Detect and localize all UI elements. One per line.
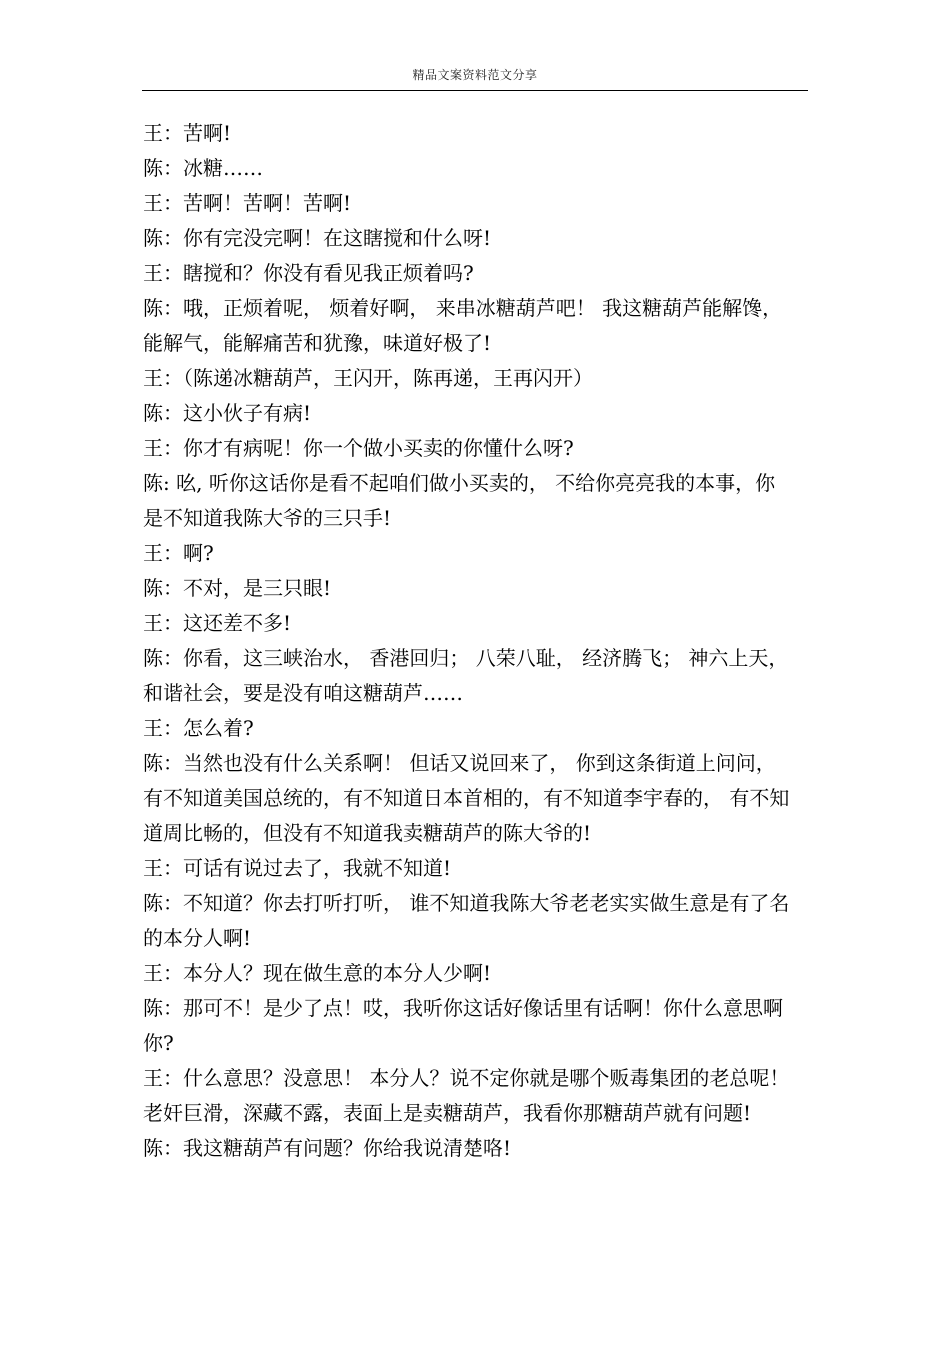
dialogue-line: 陈：不对，是三只眼! bbox=[143, 576, 332, 600]
speaker: 陈 bbox=[143, 401, 163, 425]
line-text: 你看，这三峡治水， 香港回归； 八荣八耻， 经济腾飞； 神六上天，和谐社会，要是没有咱这糖葫芦…… bbox=[143, 646, 789, 705]
speaker: 陈 bbox=[143, 471, 163, 495]
dialogue-line: 陈：我这糖葫芦有问题？你给我说清楚咯! bbox=[143, 1136, 512, 1160]
speaker: 陈 bbox=[143, 891, 163, 915]
line-text: 瞎搅和？你没有看见我正烦着吗? bbox=[183, 261, 474, 285]
speaker: 陈 bbox=[143, 156, 163, 180]
line-text: 苦啊! bbox=[183, 121, 232, 145]
dialogue-line: 陈：不知道？你去打听打听， 谁不知道我陈大爷老老实实做生意是有了名的本分人啊! bbox=[143, 891, 790, 950]
line-text: 这还差不多! bbox=[183, 611, 292, 635]
speaker: 陈 bbox=[143, 226, 163, 250]
dialogue-line: 陈：那可不！是少了点！哎，我听你这话好像话里有话啊！你什么意思啊你? bbox=[143, 996, 783, 1055]
speaker: 王 bbox=[143, 611, 163, 635]
dialogue-line: 陈：当然也没有什么关系啊！ 但话又说回来了， 你到这条街道上问问，有不知道美国总统的，有不知道日本首相的，有不知道李宇春的， 有不知道周比畅的，但没有不知道我卖糖葫芦的陈大爷的! bbox=[143, 751, 790, 845]
dialogue-body bbox=[143, 116, 793, 1166]
line-text: 吆, 听你这话你是看不起咱们做小买卖的， 不给你亮亮我的本事，你是不知道我陈大爷的三只手! bbox=[143, 471, 776, 530]
line-text: 这小伙子有病! bbox=[183, 401, 312, 425]
page-header: 精品文案资料范文分享 bbox=[412, 68, 538, 82]
speaker: 王 bbox=[143, 541, 163, 565]
line-text: 当然也没有什么关系啊！ 但话又说回来了， 你到这条街道上问问，有不知道美国总统的，有不知道日本首相的，有不知道李宇春的， 有不知道周比畅的，但没有不知道我卖糖葫芦的陈大爷的! bbox=[143, 751, 790, 845]
line-text: 你才有病呢！你一个做小买卖的你懂什么呀? bbox=[183, 436, 574, 460]
speaker: 陈 bbox=[143, 646, 163, 670]
line-text: 冰糖…… bbox=[183, 156, 263, 180]
line-text: 那可不！是少了点！哎，我听你这话好像话里有话啊！你什么意思啊你? bbox=[143, 996, 783, 1055]
dialogue-line: 王：瞎搅和？你没有看见我正烦着吗? bbox=[143, 261, 474, 285]
dialogue-line: 陈：这小伙子有病! bbox=[143, 401, 312, 425]
dialogue-line: 王：这还差不多! bbox=[143, 611, 292, 635]
line-text: （陈递冰糖葫芦，王闪开，陈再递，王再闪开） bbox=[183, 366, 593, 390]
dialogue-line: 王：你才有病呢！你一个做小买卖的你懂什么呀? bbox=[143, 436, 574, 460]
line-text: 你有完没完啊！在这瞎搅和什么呀! bbox=[183, 226, 492, 250]
line-text: 不对，是三只眼! bbox=[183, 576, 332, 600]
dialogue-line: 陈：你有完没完啊！在这瞎搅和什么呀! bbox=[143, 226, 492, 250]
dialogue-line: 王：可话有说过去了，我就不知道! bbox=[143, 856, 452, 880]
line-text: 什么意思？没意思！ 本分人？说不定你就是哪个贩毒集团的老总呢！老奸巨滑，深藏不露，表面上是卖糖葫芦，我看你那糖葫芦就有问题! bbox=[143, 1066, 790, 1125]
speaker: 王 bbox=[143, 436, 163, 460]
speaker: 王 bbox=[143, 366, 163, 390]
dialogue-line: 王：什么意思？没意思！ 本分人？说不定你就是哪个贩毒集团的老总呢！老奸巨滑，深藏不露，表面上是卖糖葫芦，我看你那糖葫芦就有问题! bbox=[143, 1066, 790, 1125]
speaker: 陈 bbox=[143, 751, 163, 775]
dialogue-line: 王：本分人？现在做生意的本分人少啊! bbox=[143, 961, 492, 985]
dialogue-line: 陈：冰糖…… bbox=[143, 156, 263, 180]
line-text: 可话有说过去了，我就不知道! bbox=[183, 856, 452, 880]
speaker: 王 bbox=[143, 716, 163, 740]
dialogue-line: 王：苦啊! bbox=[143, 121, 232, 145]
speaker: 陈 bbox=[143, 296, 163, 320]
dialogue-line: 陈：哦，正烦着呢， 烦着好啊， 来串冰糖葫芦吧！ 我这糖葫芦能解馋，能解气，能解痛苦和犹豫，味道好极了! bbox=[143, 296, 783, 355]
speaker: 王 bbox=[143, 261, 163, 285]
dialogue-line: 陈：你看，这三峡治水， 香港回归； 八荣八耻， 经济腾飞； 神六上天，和谐社会，要是没有咱这糖葫芦…… bbox=[143, 646, 789, 705]
speaker: 王 bbox=[143, 856, 163, 880]
dialogue-line: 陈: 吆, 听你这话你是看不起咱们做小买卖的， 不给你亮亮我的本事，你是不知道我陈大爷的三只手! bbox=[143, 471, 776, 530]
line-text: 本分人？现在做生意的本分人少啊! bbox=[183, 961, 492, 985]
line-text: 哦，正烦着呢， 烦着好啊， 来串冰糖葫芦吧！ 我这糖葫芦能解馋，能解气，能解痛苦和犹豫，味道好极了! bbox=[143, 296, 783, 355]
speaker: 陈 bbox=[143, 996, 163, 1020]
dialogue-line: 王：苦啊！苦啊！苦啊! bbox=[143, 191, 352, 215]
speaker: 王 bbox=[143, 961, 163, 985]
speaker: 王 bbox=[143, 1066, 163, 1090]
line-text: 我这糖葫芦有问题？你给我说清楚咯! bbox=[183, 1136, 512, 1160]
header-divider bbox=[142, 90, 808, 91]
dialogue-line: 王：啊? bbox=[143, 541, 214, 565]
speaker: 陈 bbox=[143, 1136, 163, 1160]
line-text: 怎么着? bbox=[183, 716, 254, 740]
dialogue-line: 王：怎么着? bbox=[143, 716, 254, 740]
line-text: 苦啊！苦啊！苦啊! bbox=[183, 191, 352, 215]
speaker: 王 bbox=[143, 121, 163, 145]
speaker: 陈 bbox=[143, 576, 163, 600]
line-text: 不知道？你去打听打听， 谁不知道我陈大爷老老实实做生意是有了名的本分人啊! bbox=[143, 891, 790, 950]
speaker: 王 bbox=[143, 191, 163, 215]
line-text: 啊? bbox=[183, 541, 214, 565]
dialogue-line: 王：（陈递冰糖葫芦，王闪开，陈再递，王再闪开） bbox=[143, 366, 593, 390]
